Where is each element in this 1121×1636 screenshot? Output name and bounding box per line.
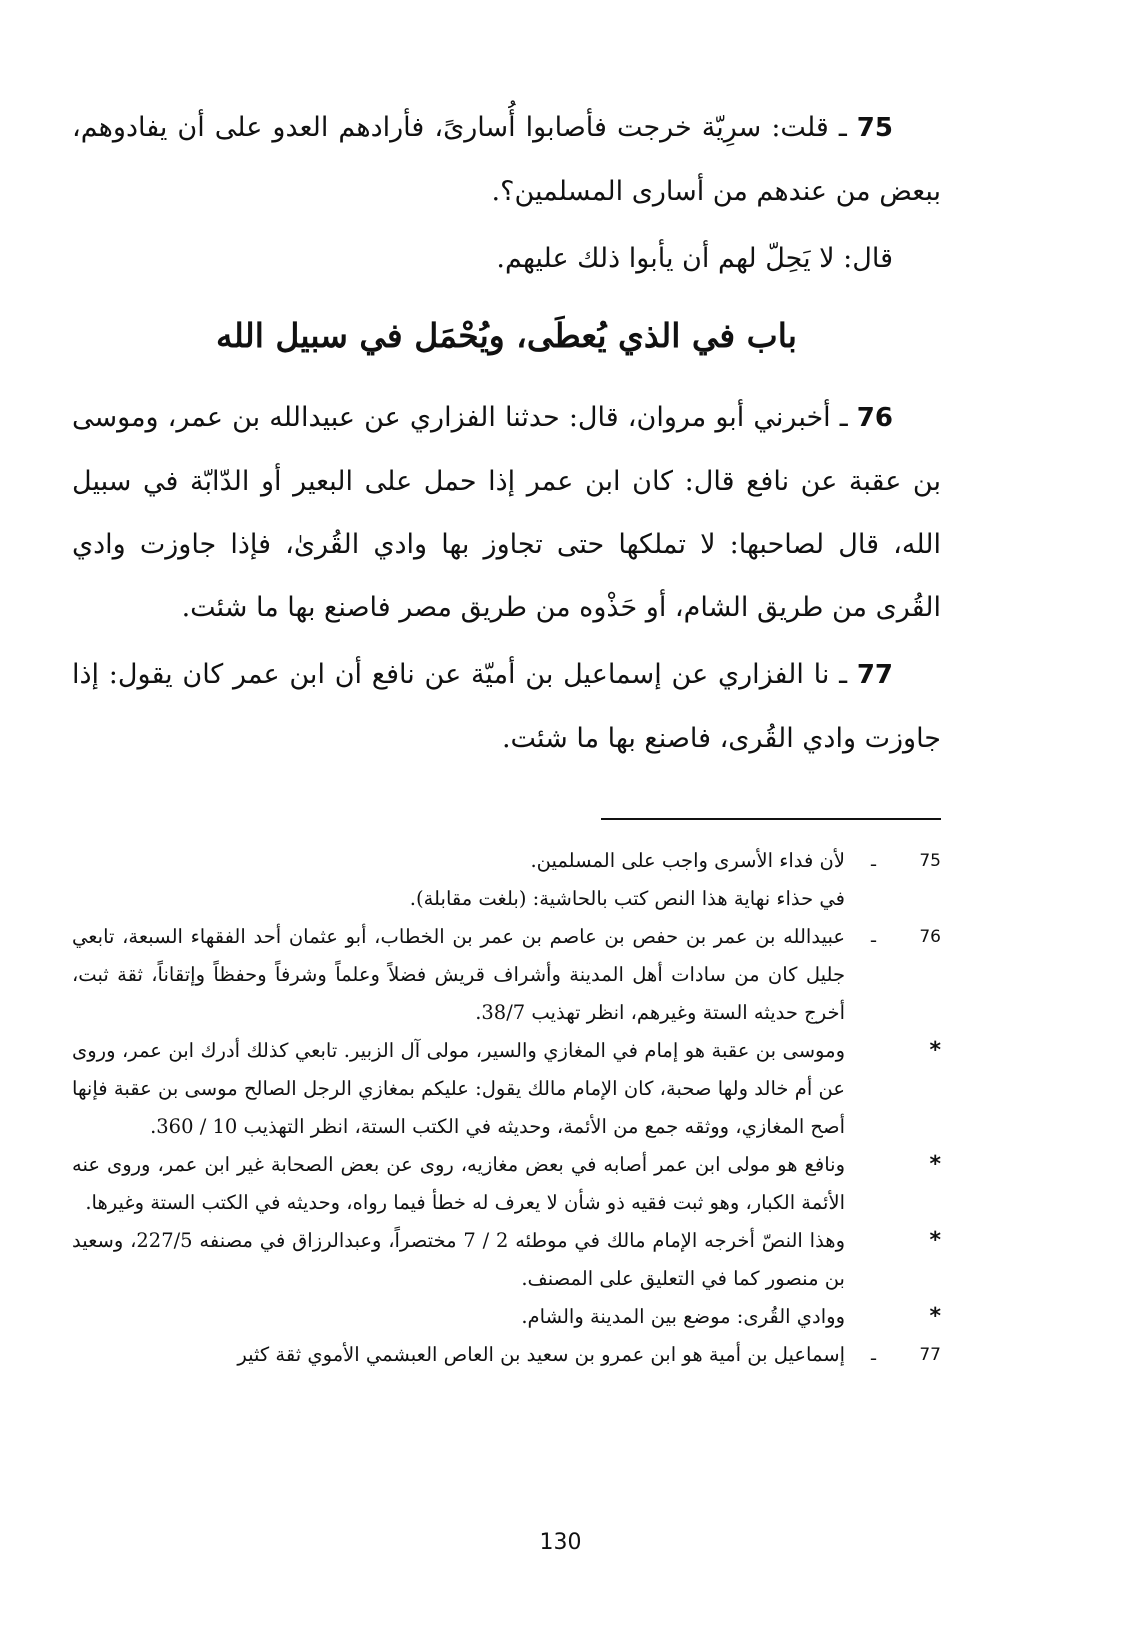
footnote-divider — [601, 818, 941, 820]
footnote-text: إسماعيل بن أمية هو ابن عمرو بن سعيد بن العاص العبشمي الأموي ثقة كثير — [237, 1343, 845, 1366]
paragraph-number: 76 — [856, 403, 893, 433]
chapter-heading: باب في الذي يُعطَى، ويُحْمَل في سبيل الله — [216, 316, 797, 355]
footnote-star: * — [929, 1152, 941, 1177]
footnote-sub — [72, 1146, 941, 1222]
paragraph-77 — [72, 643, 941, 770]
footnote-marker — [845, 1336, 941, 1374]
paragraph-number: 77 — [856, 660, 893, 690]
footnote-star: * — [929, 1038, 941, 1063]
footnote-sub — [72, 1298, 941, 1336]
footnote — [72, 918, 941, 1032]
footnote-marker — [845, 842, 941, 880]
footnote-number: 77 — [919, 1345, 941, 1365]
footnote-number: 76 — [919, 927, 941, 947]
paragraph-text: ـ نا الفزاري عن إسماعيل بن أميّة عن نافع أن ابن عمر كان يقول: إذا جاوزت وادي القُرى، فاصنع بها ما شئت. — [72, 659, 941, 754]
footnote-text: ونافع هو مولى ابن عمر أصابه في بعض مغازيه، روى عن بعض الصحابة غير ابن عمر، وروى عنه الأئمة الكبار، وهو ثبت فقيه ذو شأن لا يعرف له خطأ فيما رواه، وحديثه في الكتب الستة وغيرها. — [72, 1153, 845, 1214]
asterisk-icon — [845, 1032, 941, 1146]
footnote-text: ووادي القُرى: موضع بين المدينة والشام. — [521, 1305, 845, 1328]
footnote-text: عبيدالله بن عمر بن حفص بن عاصم بن عمر بن الخطاب، أبو عثمان أحد الفقهاء السبعة، تابعي جليل كان من سادات أهل المدينة وأشراف قريش فضلاً وعلماً وشرفاً وحفظاً وإتقاناً، ثقة ثبت، أخرج حديثه الستة وغيرهم، انظر تهذيب 38/7. — [72, 925, 845, 1024]
footnote-continuation — [72, 880, 941, 918]
asterisk-icon — [845, 1222, 941, 1298]
paragraph-76 — [72, 386, 941, 639]
footnote-text: وموسى بن عقبة هو إمام في المغازي والسير، مولى آل الزبير. تابعي كذلك أدرك ابن عمر، وروى عن أم خالد ولها صحبة، كان الإمام مالك يقول: عليكم بمغازي الرجل الصالح موسى بن عقبة فإنها أصح المغازي، ووثقه جمع من الأئمة، وحديثه في الكتب الستة، انظر التهذيب 10 / 360. — [72, 1039, 845, 1138]
footnote-text: وهذا النصّ أخرجه الإمام مالك في موطئه 2 / 7 مختصراً، وعبدالرزاق في مصنفه 227/5، وسعيد بن منصور كما في التعليق على المصنف. — [72, 1229, 845, 1290]
footnote-dash: ـ — [871, 851, 876, 871]
footnote-star: * — [929, 1304, 941, 1329]
footnote-dash: ـ — [871, 1345, 876, 1365]
paragraph-number: 75 — [856, 113, 893, 143]
footnote-marker — [845, 918, 941, 1032]
paragraph-text: ـ قلت: سرِيّة خرجت فأصابوا أُسارىً، فأرادهم العدو على أن يفادوهم، ببعض من عندهم من أسارى المسلمين؟. — [72, 112, 941, 207]
footnote-star: * — [929, 1228, 941, 1253]
asterisk-icon — [845, 1146, 941, 1222]
footnote-number: 75 — [919, 851, 941, 871]
paragraph-75-answer — [72, 227, 941, 290]
footnote-text: في حذاء نهاية هذا النص كتب بالحاشية: (بلغت مقابلة). — [409, 887, 845, 910]
paragraph-75 — [72, 96, 941, 223]
footnote-sub — [72, 1222, 941, 1298]
footnote-dash: ـ — [871, 927, 876, 947]
paragraph-text: ـ أخبرني أبو مروان، قال: حدثنا الفزاري عن عبيدالله بن عمر، وموسى بن عقبة عن نافع قال: كان ابن عمر إذا حمل على البعير أو الدّابّة في سبيل الله، قال لصاحبها: لا تملكها حتى تجاوز بها وادي القُرىٰ، فإذا جاوزت وادي القُرى من طريق الشام، أو حَذْوه من طريق مصر فاصنع بها ما شئت. — [72, 402, 941, 623]
footnote-text: لأن فداء الأسرى واجب على المسلمين. — [530, 849, 845, 872]
asterisk-icon — [845, 1298, 941, 1336]
footnotes — [72, 842, 941, 1374]
footnote — [72, 1336, 941, 1374]
paragraph-text: قال: لا يَحِلّ لهم أن يأبوا ذلك عليهم. — [496, 243, 893, 274]
page-number: 130 — [539, 1530, 582, 1555]
footnote — [72, 842, 941, 880]
footnote-sub — [72, 1032, 941, 1146]
